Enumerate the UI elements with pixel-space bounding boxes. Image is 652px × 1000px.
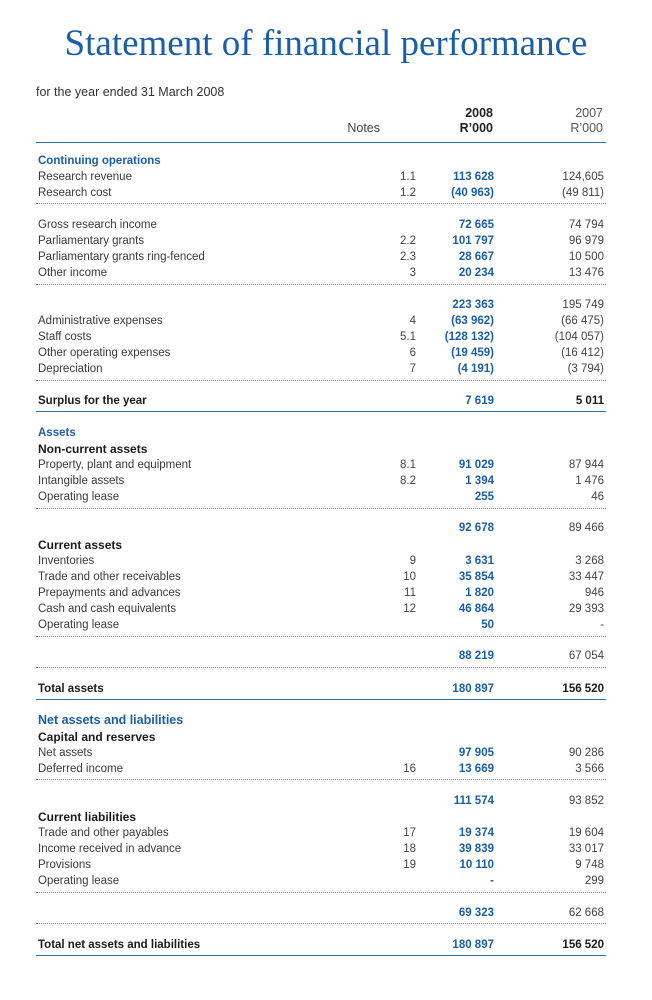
note-ref: 8.1 xyxy=(400,459,416,471)
value-2008: 39 839 xyxy=(458,843,494,855)
section-heading-row xyxy=(38,809,606,825)
table-row xyxy=(38,313,606,329)
table-row xyxy=(38,297,606,313)
value-2008: 97 905 xyxy=(458,747,494,759)
table-row xyxy=(38,345,606,361)
section-rule xyxy=(36,699,606,700)
row-label: Depreciation xyxy=(38,363,103,375)
value-2008: (128 132) xyxy=(444,331,494,343)
page-title: Statement of financial performance xyxy=(64,23,588,64)
note-ref: 3 xyxy=(409,267,416,279)
dotted-rule xyxy=(36,380,606,381)
row-label: Property, plant and equipment xyxy=(38,459,192,471)
note-ref: 12 xyxy=(403,603,416,615)
value-2008: 7 619 xyxy=(465,395,494,407)
section-rule xyxy=(36,411,606,412)
value-2007: 10 500 xyxy=(568,251,604,263)
row-label: Trade and other payables xyxy=(38,827,169,839)
row-label: Operating lease xyxy=(38,619,120,631)
row-label: Parliamentary grants ring-fenced xyxy=(38,251,205,263)
row-label: Current liabilities xyxy=(38,810,137,824)
notes-column-header: Notes xyxy=(347,121,380,135)
value-2007: 3 566 xyxy=(575,763,604,775)
value-2007: 33 017 xyxy=(568,843,604,855)
row-label: Total net assets and liabilities xyxy=(38,939,201,951)
table-row xyxy=(38,793,606,809)
row-label: Total assets xyxy=(38,683,104,695)
value-2008: 46 864 xyxy=(458,603,494,615)
note-ref: 5.1 xyxy=(400,331,416,343)
total-row xyxy=(38,937,606,953)
note-ref: 7 xyxy=(409,363,416,375)
row-label: Intangible assets xyxy=(38,475,125,487)
value-2008: 88 219 xyxy=(458,650,494,662)
table-row xyxy=(38,265,606,281)
value-2008: 50 xyxy=(481,619,494,631)
note-ref: 17 xyxy=(403,827,416,839)
table-row xyxy=(38,825,606,841)
statement-period: for the year ended 31 March 2008 xyxy=(36,85,225,99)
row-label: Trade and other receivables xyxy=(38,571,181,583)
note-ref: 6 xyxy=(409,347,416,359)
note-ref: 2.2 xyxy=(400,235,416,247)
row-label: Assets xyxy=(38,427,76,439)
value-2007: 19 604 xyxy=(568,827,604,839)
row-label: Cash and cash equivalents xyxy=(38,603,177,615)
row-label: Current assets xyxy=(38,538,123,552)
note-ref: 19 xyxy=(403,859,416,871)
dotted-rule xyxy=(36,667,606,668)
value-2007: 5 011 xyxy=(575,395,604,407)
row-label: Provisions xyxy=(38,859,92,871)
total-row xyxy=(38,681,606,697)
value-2007: 33 447 xyxy=(568,571,604,583)
table-row xyxy=(38,249,606,265)
note-ref: 10 xyxy=(403,571,416,583)
row-label: Surplus for the year xyxy=(38,395,147,407)
dotted-rule xyxy=(36,284,606,285)
dotted-rule xyxy=(36,636,606,637)
value-2007: 1 476 xyxy=(575,475,604,487)
value-2008: 1 820 xyxy=(465,587,494,599)
value-2008: (40 963) xyxy=(451,187,494,199)
value-2007: (104 057) xyxy=(554,331,604,343)
row-label: Other operating expenses xyxy=(38,347,171,359)
table-row xyxy=(38,745,606,761)
table-row xyxy=(38,520,606,536)
dotted-rule xyxy=(36,203,606,204)
value-2007: - xyxy=(600,619,604,631)
note-ref: 11 xyxy=(404,587,416,599)
note-ref: 16 xyxy=(403,763,416,775)
row-label: Inventories xyxy=(38,555,95,567)
row-label: Parliamentary grants xyxy=(38,235,145,247)
row-label: Operating lease xyxy=(38,491,120,503)
value-2008: (63 962) xyxy=(451,315,494,327)
section-heading-row xyxy=(38,712,606,728)
note-ref: 18 xyxy=(403,843,416,855)
value-2007: (49 811) xyxy=(562,187,604,199)
section-heading-row xyxy=(38,537,606,553)
value-2007: 74 794 xyxy=(568,219,604,231)
section-heading-row xyxy=(38,425,606,441)
table-row xyxy=(38,185,606,201)
row-label: Capital and reserves xyxy=(38,730,156,744)
value-2008: (4 191) xyxy=(457,363,494,375)
table-row xyxy=(38,457,606,473)
value-2007: 156 520 xyxy=(562,683,604,695)
table-row xyxy=(38,841,606,857)
dotted-rule xyxy=(36,923,606,924)
note-ref: 4 xyxy=(409,315,416,327)
table-row xyxy=(38,169,606,185)
table-row xyxy=(38,489,606,505)
row-label: Research cost xyxy=(38,187,112,199)
value-2007: (66 475) xyxy=(561,315,604,327)
table-row xyxy=(38,569,606,585)
row-label: Income received in advance xyxy=(38,843,182,855)
value-2008: 180 897 xyxy=(452,683,494,695)
table-row xyxy=(38,217,606,233)
table-row xyxy=(38,857,606,873)
value-2008: 72 665 xyxy=(458,219,494,231)
table-row xyxy=(38,761,606,777)
table-row xyxy=(38,361,606,377)
note-ref: 1.2 xyxy=(400,187,416,199)
total-row xyxy=(38,393,606,409)
value-2008: 111 574 xyxy=(453,795,494,807)
value-2008: 69 323 xyxy=(458,907,494,919)
section-heading-row xyxy=(38,153,606,169)
row-label: Gross research income xyxy=(38,219,157,231)
table-row xyxy=(38,233,606,249)
value-2008: 91 029 xyxy=(458,459,494,471)
value-2007: 89 466 xyxy=(568,522,604,534)
year-2008-header: 2008 xyxy=(465,106,493,120)
note-ref: 1.1 xyxy=(400,171,416,183)
table-row xyxy=(38,553,606,569)
value-2007: 93 852 xyxy=(568,795,604,807)
value-2008: 255 xyxy=(474,491,494,503)
value-2007: 87 944 xyxy=(568,459,604,471)
value-2007: 946 xyxy=(584,587,604,599)
note-ref: 9 xyxy=(409,555,416,567)
dotted-rule xyxy=(36,508,606,509)
value-2008: 28 667 xyxy=(458,251,494,263)
table-row xyxy=(38,648,606,664)
value-2007: 96 979 xyxy=(568,235,604,247)
value-2007: 124,605 xyxy=(562,171,604,183)
value-2008: 35 854 xyxy=(458,571,494,583)
note-ref: 8.2 xyxy=(400,475,416,487)
row-label: Operating lease xyxy=(38,875,120,887)
value-2007: 299 xyxy=(584,875,604,887)
row-label: Other income xyxy=(38,267,108,279)
value-2007: (3 794) xyxy=(567,363,604,375)
row-label: Net assets xyxy=(38,747,93,759)
row-label: Research revenue xyxy=(38,171,132,183)
year-2007-unit: R’000 xyxy=(570,121,603,135)
value-2008: 101 797 xyxy=(452,235,494,247)
value-2008: 10 110 xyxy=(459,859,494,871)
row-label: Net assets and liabilities xyxy=(38,713,184,727)
year-2008-unit: R’000 xyxy=(459,121,493,135)
value-2007: 9 748 xyxy=(575,859,604,871)
value-2007: 62 668 xyxy=(568,907,604,919)
value-2007: 29 393 xyxy=(568,603,604,615)
value-2007: (16 412) xyxy=(561,347,604,359)
value-2008: 180 897 xyxy=(452,939,494,951)
table-row xyxy=(38,617,606,633)
row-label: Non-current assets xyxy=(38,442,148,456)
row-label: Administrative expenses xyxy=(38,315,163,327)
value-2007: 90 286 xyxy=(568,747,604,759)
value-2007: 46 xyxy=(591,491,604,503)
value-2008: 92 678 xyxy=(458,522,494,534)
value-2008: - xyxy=(490,875,494,887)
table-row xyxy=(38,329,606,345)
table-row xyxy=(38,601,606,617)
table-row xyxy=(38,905,606,921)
row-label: Staff costs xyxy=(38,331,92,343)
row-label: Deferred income xyxy=(38,763,124,775)
section-heading-row xyxy=(38,441,606,457)
dotted-rule xyxy=(36,892,606,893)
value-2007: 67 054 xyxy=(568,650,604,662)
value-2007: 156 520 xyxy=(562,939,604,951)
value-2007: 3 268 xyxy=(575,555,604,567)
table-row xyxy=(38,473,606,489)
table-row xyxy=(38,873,606,889)
value-2008: 13 669 xyxy=(458,763,494,775)
dotted-rule xyxy=(36,779,606,780)
value-2008: 20 234 xyxy=(458,267,494,279)
row-label: Continuing operations xyxy=(38,155,161,167)
row-label: Prepayments and advances xyxy=(38,587,181,599)
value-2008: 3 631 xyxy=(465,555,494,567)
value-2008: 113 628 xyxy=(453,171,494,183)
value-2008: (19 459) xyxy=(451,347,494,359)
value-2008: 19 374 xyxy=(458,827,494,839)
value-2007: 13 476 xyxy=(568,267,604,279)
year-2007-header: 2007 xyxy=(575,106,603,120)
section-rule xyxy=(36,955,606,956)
value-2008: 223 363 xyxy=(452,299,494,311)
note-ref: 2.3 xyxy=(400,251,416,263)
table-row xyxy=(38,585,606,601)
section-heading-row xyxy=(38,729,606,745)
value-2008: 1 394 xyxy=(465,475,494,487)
value-2007: 195 749 xyxy=(562,299,604,311)
header-rule xyxy=(36,142,606,143)
